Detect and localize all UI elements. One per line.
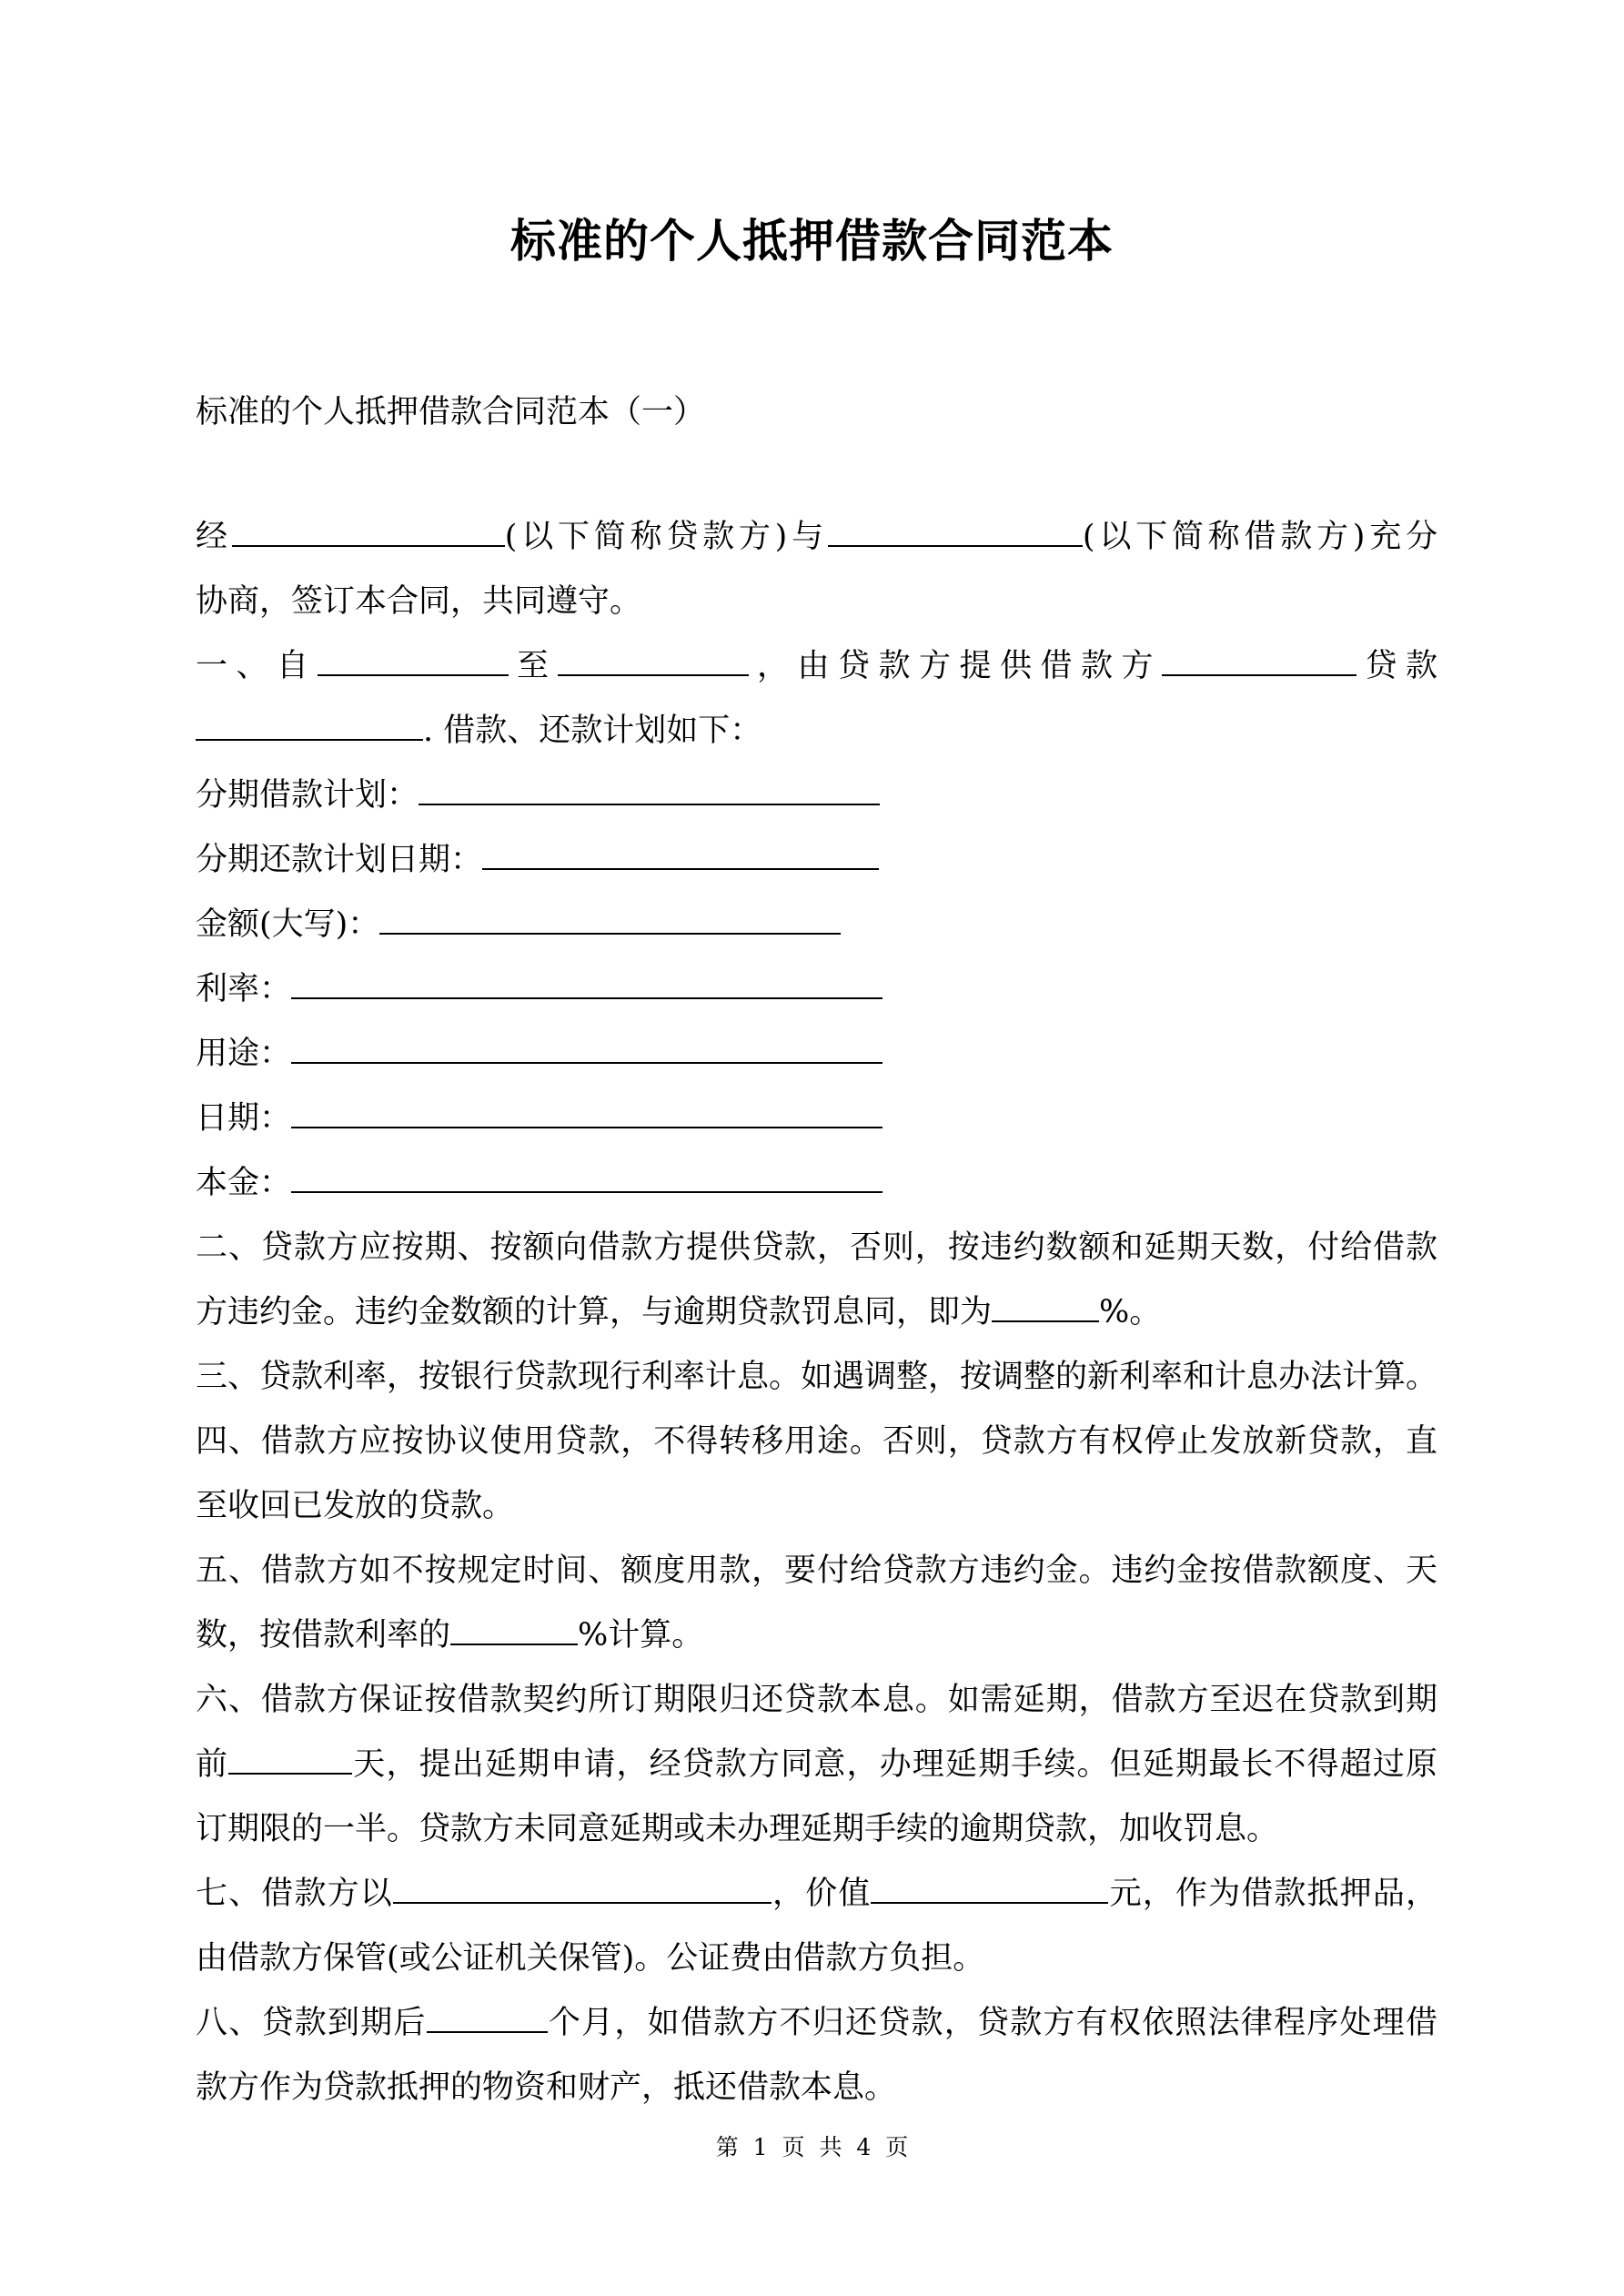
- field-blank[interactable]: [291, 1037, 883, 1064]
- text: 一、自: [196, 648, 318, 684]
- field-label: 利率：: [196, 971, 292, 1007]
- field-blank[interactable]: [291, 972, 883, 999]
- clause6-line-3: 订期限的一半。贷款方未同意延期或未办理延期手续的逾期贷款，加收罚息。: [196, 1811, 1279, 1847]
- interest-percent-blank[interactable]: [450, 1618, 578, 1645]
- clause6-line-1: 六、借款方保证按借款契约所订期限归还贷款本息。如需延期，借款方至迟在贷款到期: [196, 1682, 1437, 1718]
- clause7-line-1: [196, 1862, 1437, 1927]
- clause1-line-2: [196, 699, 1437, 764]
- text: 至: [508, 648, 558, 684]
- field-purpose: [196, 1022, 1437, 1087]
- text: 前: [196, 1746, 229, 1783]
- clause1-line-1: [196, 634, 1437, 699]
- months-blank[interactable]: [427, 2006, 548, 2033]
- collateral-value-blank[interactable]: [871, 1876, 1108, 1904]
- clause6-line-2: [196, 1733, 1437, 1797]
- text: 贷款: [1356, 648, 1437, 684]
- field-blank[interactable]: [291, 1101, 883, 1128]
- text: ，由贷款方提供借款方: [748, 648, 1162, 684]
- text: (以下简称贷款方)与: [504, 519, 828, 555]
- clause2-line-1: 二、贷款方应按期、按额向借款方提供贷款，否则，按违约数额和延期天数，付给借款: [196, 1229, 1437, 1266]
- intro-line-1: [196, 505, 1437, 570]
- field-label: 分期还款计划日期：: [196, 842, 483, 878]
- field-label: 用途：: [196, 1036, 292, 1072]
- text: 天，提出延期申请，经贷款方同意，办理延期手续。但延期最长不得超过原: [352, 1746, 1437, 1783]
- field-label: 日期：: [196, 1100, 292, 1137]
- clause5-line-2: [196, 1603, 1437, 1668]
- clause4-line-2: 至收回已发放的贷款。: [196, 1488, 515, 1524]
- clause8-line-1: [196, 1991, 1437, 2056]
- field-label: 分期借款计划：: [196, 777, 419, 814]
- loan-amount-blank[interactable]: [196, 713, 423, 741]
- field-blank[interactable]: [379, 907, 841, 935]
- end-date-blank[interactable]: [558, 649, 749, 676]
- field-blank[interactable]: [291, 1166, 883, 1193]
- section-subtitle: 标准的个人抵押借款合同范本（一）: [196, 394, 706, 430]
- text: 八、贷款到期后: [196, 2005, 427, 2041]
- clause8-line-2: 款方作为贷款抵押的物资和财产，抵还借款本息。: [196, 2069, 897, 2106]
- lender-blank[interactable]: [232, 520, 505, 547]
- field-label: 本金：: [196, 1165, 292, 1201]
- clause7-line-2: 由借款方保管(或公证机关保管)。公证费由借款方负担。: [196, 1940, 985, 1977]
- text: 元，作为借款抵押品，: [1108, 1876, 1437, 1912]
- text: . 借款、还款计划如下：: [423, 713, 762, 749]
- text: 七、借款方以: [196, 1876, 393, 1912]
- days-blank[interactable]: [228, 1747, 352, 1775]
- field-label: 金额(大写)：: [196, 906, 380, 943]
- contract-body: [196, 505, 1437, 2120]
- field-principal: [196, 1151, 1437, 1216]
- text: 经: [196, 519, 232, 555]
- text: %计算。: [578, 1617, 704, 1654]
- start-date-blank[interactable]: [318, 649, 509, 676]
- field-blank[interactable]: [482, 843, 879, 870]
- page-footer: 第 1 页 共 4 页: [715, 2134, 909, 2160]
- field-interest-rate: [196, 957, 1437, 1022]
- field-installment-plan: [196, 764, 1437, 828]
- text: 数，按借款利率的: [196, 1617, 451, 1654]
- text: 方违约金。违约金数额的计算，与逾期贷款罚息同，即为: [196, 1294, 993, 1330]
- clause3: 三、贷款利率，按银行贷款现行利率计息。如遇调整，按调整的新利率和计息办法计算。: [196, 1359, 1438, 1395]
- field-repayment-date: [196, 828, 1437, 893]
- field-blank[interactable]: [419, 778, 880, 805]
- text: (以下简称借款方)充分: [1082, 519, 1437, 555]
- clause5-line-1: 五、借款方如不按规定时间、额度用款，要付给贷款方违约金。违约金按借款额度、天: [196, 1553, 1437, 1589]
- collateral-blank[interactable]: [393, 1876, 772, 1904]
- field-amount-words: [196, 893, 1437, 957]
- text: %。: [1099, 1294, 1162, 1330]
- text: 个月，如借款方不归还贷款，贷款方有权依照法律程序处理借: [547, 2005, 1437, 2041]
- document-title: 标准的个人抵押借款合同范本: [510, 214, 1114, 268]
- borrower-blank[interactable]: [828, 520, 1083, 547]
- loan-type-blank[interactable]: [1162, 649, 1357, 676]
- clause2-line-2: [196, 1280, 1437, 1345]
- clause4-line-1: 四、借款方应按协议使用贷款，不得转移用途。否则，贷款方有权停止发放新贷款，直: [196, 1423, 1437, 1460]
- penalty-rate-blank[interactable]: [992, 1295, 1099, 1322]
- intro-line-2: 协商，签订本合同，共同遵守。: [196, 583, 642, 620]
- field-date: [196, 1087, 1437, 1151]
- text: ，价值: [771, 1876, 872, 1912]
